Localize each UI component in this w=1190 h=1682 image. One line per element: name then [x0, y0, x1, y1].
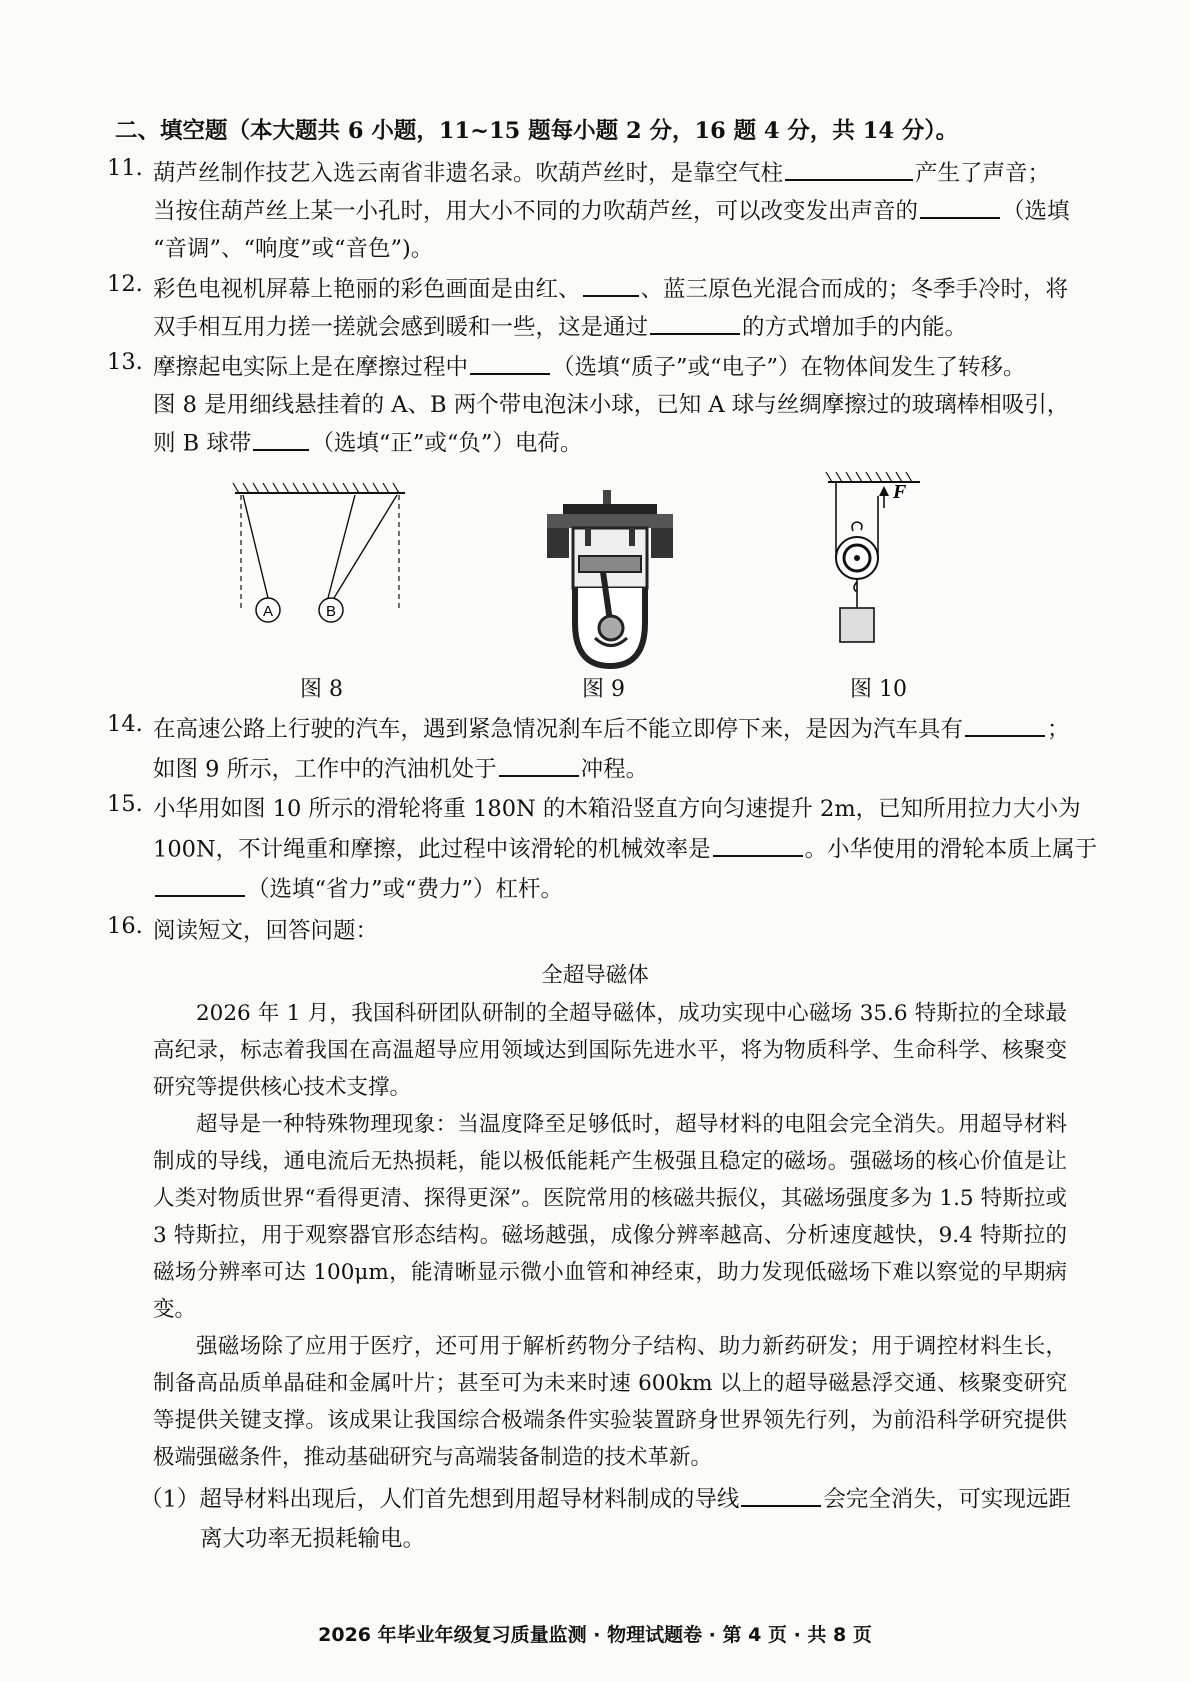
- answer-blank[interactable]: [785, 155, 913, 181]
- answer-blank[interactable]: [965, 711, 1045, 737]
- answer-blank[interactable]: [253, 425, 309, 451]
- answer-blank[interactable]: [650, 309, 740, 335]
- q11-line1: [153, 155, 1050, 188]
- figure-8-diagram: [225, 475, 415, 675]
- q14-text-c: 如图 9 所示，工作中的汽油机处于: [153, 756, 497, 783]
- q14-text-d: 冲程。: [580, 756, 649, 783]
- q11-text-b: 产生了声音；: [915, 160, 1051, 187]
- q13-line2: 图 8 是用细线悬挂着的 A、B 两个带电泡沫小球，已知 A 球与丝绸摩擦过的玻璃棒相吸引，: [153, 392, 1070, 418]
- q12-text-d: 的方式增加手的内能。: [742, 314, 968, 341]
- q15-line2: [153, 831, 1097, 864]
- q15-text-b: 。小华使用的滑轮本质上属于: [804, 836, 1098, 863]
- article-title: 全超导磁体: [541, 963, 649, 988]
- section-title: 二、填空题（本大题共 6 小题，11~15 题每小题 2 分，16 题 4 分，共 14 分）。: [115, 118, 959, 144]
- q12-line1: [153, 271, 1068, 304]
- q14-line2: [153, 751, 648, 784]
- ball-b-label: B: [325, 603, 337, 620]
- q15-line3: [153, 871, 563, 904]
- q12-text-b: 、蓝三原色光混合而成的；冬季手冷时，将: [640, 276, 1069, 303]
- answer-blank[interactable]: [583, 271, 639, 297]
- q12-line2: [153, 309, 967, 342]
- q16-sub1-line1: [140, 1481, 1071, 1514]
- q13-text-c: 则 B 球带: [153, 430, 252, 457]
- answer-blank[interactable]: [741, 1481, 821, 1507]
- q15-number: 15.: [107, 791, 143, 817]
- article-body: [153, 995, 1067, 1476]
- q14-text-b: ；: [1047, 716, 1070, 743]
- q11-line3: “音调”、“响度”或“音色”)。: [153, 236, 434, 262]
- q11-text-c: 当按住葫芦丝上某一小孔时，用大小不同的力吹葫芦丝，可以改变发出声音的: [153, 198, 919, 225]
- q11-text-a: 葫芦丝制作技艺入选云南省非遗名录。吹葫芦丝时，是靠空气柱: [153, 160, 784, 187]
- figure-10-caption: 图 10: [850, 677, 907, 702]
- q15-text-a: 100N，不计绳重和摩擦，此过程中该滑轮的机械效率是: [153, 836, 711, 863]
- q16-sub1-text-b: 会完全消失，可实现远距: [823, 1486, 1071, 1513]
- figure-9-engine-diagram: [545, 488, 675, 673]
- answer-blank[interactable]: [713, 831, 803, 857]
- q11-number: 11.: [107, 155, 143, 181]
- q16-sub1-text-a: 超导材料出现后，人们首先想到用超导材料制成的导线: [199, 1486, 740, 1513]
- page-footer: 2026 年毕业年级复习质量监测 · 物理试题卷 · 第 4 页 · 共 8 页: [318, 1624, 872, 1646]
- q16-sub1-number: （1）: [140, 1486, 200, 1513]
- q15-line1: 小华用如图 10 所示的滑轮将重 180N 的木箱沿竖直方向匀速提升 2m，已知所用拉力大小为: [153, 796, 1081, 822]
- figure-8-caption: 图 8: [300, 677, 343, 702]
- q16-sub1-line2: 离大功率无损耗输电。: [200, 1526, 426, 1552]
- article-paragraph-3: 强磁场除了应用于医疗，还可用于解析药物分子结构、助力新药研发；用于调控材料生长，制备高品质单晶硅和金属叶片；甚至可为未来时速 600km 以上的超导磁悬浮交通、核聚变研究等提供关键支撑。该成果让我国综合极端条件实验装置跻身世界领先行列，为前沿科学研究提供极端强磁条件，推动基础研究与高端装备制造的技术革新。: [153, 1334, 1067, 1470]
- answer-blank[interactable]: [155, 871, 245, 897]
- answer-blank[interactable]: [920, 193, 1000, 219]
- force-label: F: [893, 481, 907, 503]
- q14-text-a: 在高速公路上行驶的汽车，遇到紧急情况刹车后不能立即停下来，是因为汽车具有: [153, 716, 964, 743]
- q12-text-a: 彩色电视机屏幕上艳丽的彩色画面是由红、: [153, 276, 581, 303]
- answer-blank[interactable]: [470, 349, 550, 375]
- article-paragraph-2: 超导是一种特殊物理现象：当温度降至足够低时，超导材料的电阻会完全消失。用超导材料制成的导线，通电流后无热损耗，能以极低能耗产生极强且稳定的磁场。强磁场的核心价值是让人类对物质世界“看得更清、探得更深”。医院常用的核磁共振仪，其磁场强度多为 1.5 特斯拉或 3 特斯拉，用于观察器官形态结构。磁场越强，成像分辨率越高、分析速度越快，9.4 特斯拉的磁场分辨率可达 100μm，能清晰显示微小血管和神经束，助力发现低磁场下难以察觉的早期病变。: [153, 1112, 1067, 1322]
- q14-line1: [153, 711, 1070, 744]
- figure-10-pulley-diagram: [820, 468, 930, 668]
- q13-text-b: （选填“质子”或“电子”）在物体间发生了转移。: [552, 354, 1026, 381]
- article-paragraph-1: 2026 年 1 月，我国科研团队研制的全超导磁体，成功实现中心磁场 35.6 特斯拉的全球最高纪录，标志着我国在高温超导应用领域达到国际先进水平，将为物质科学、生命科学、核聚变研究等提供核心技术支撑。: [153, 1001, 1067, 1100]
- q13-text-a: 摩擦起电实际上是在摩擦过程中: [153, 354, 469, 381]
- q13-number: 13.: [107, 349, 143, 375]
- q14-number: 14.: [107, 711, 143, 737]
- figure-9-caption: 图 9: [582, 677, 625, 702]
- q16-intro: 阅读短文，回答问题：: [153, 918, 379, 944]
- q13-line3: [153, 425, 582, 458]
- q16-number: 16.: [107, 913, 143, 939]
- q15-text-c: （选填“省力”或“费力”）杠杆。: [247, 876, 564, 903]
- q12-number: 12.: [107, 271, 143, 297]
- ball-a-label: A: [262, 603, 274, 620]
- q13-line1: [153, 349, 1026, 382]
- answer-blank[interactable]: [499, 751, 579, 777]
- q12-text-c: 双手相互用力搓一搓就会感到暖和一些，这是通过: [153, 314, 649, 341]
- q13-text-d: （选填“正”或“负”）电荷。: [311, 430, 583, 457]
- q11-line2: [153, 193, 1070, 226]
- q11-text-d: （选填: [1002, 198, 1070, 225]
